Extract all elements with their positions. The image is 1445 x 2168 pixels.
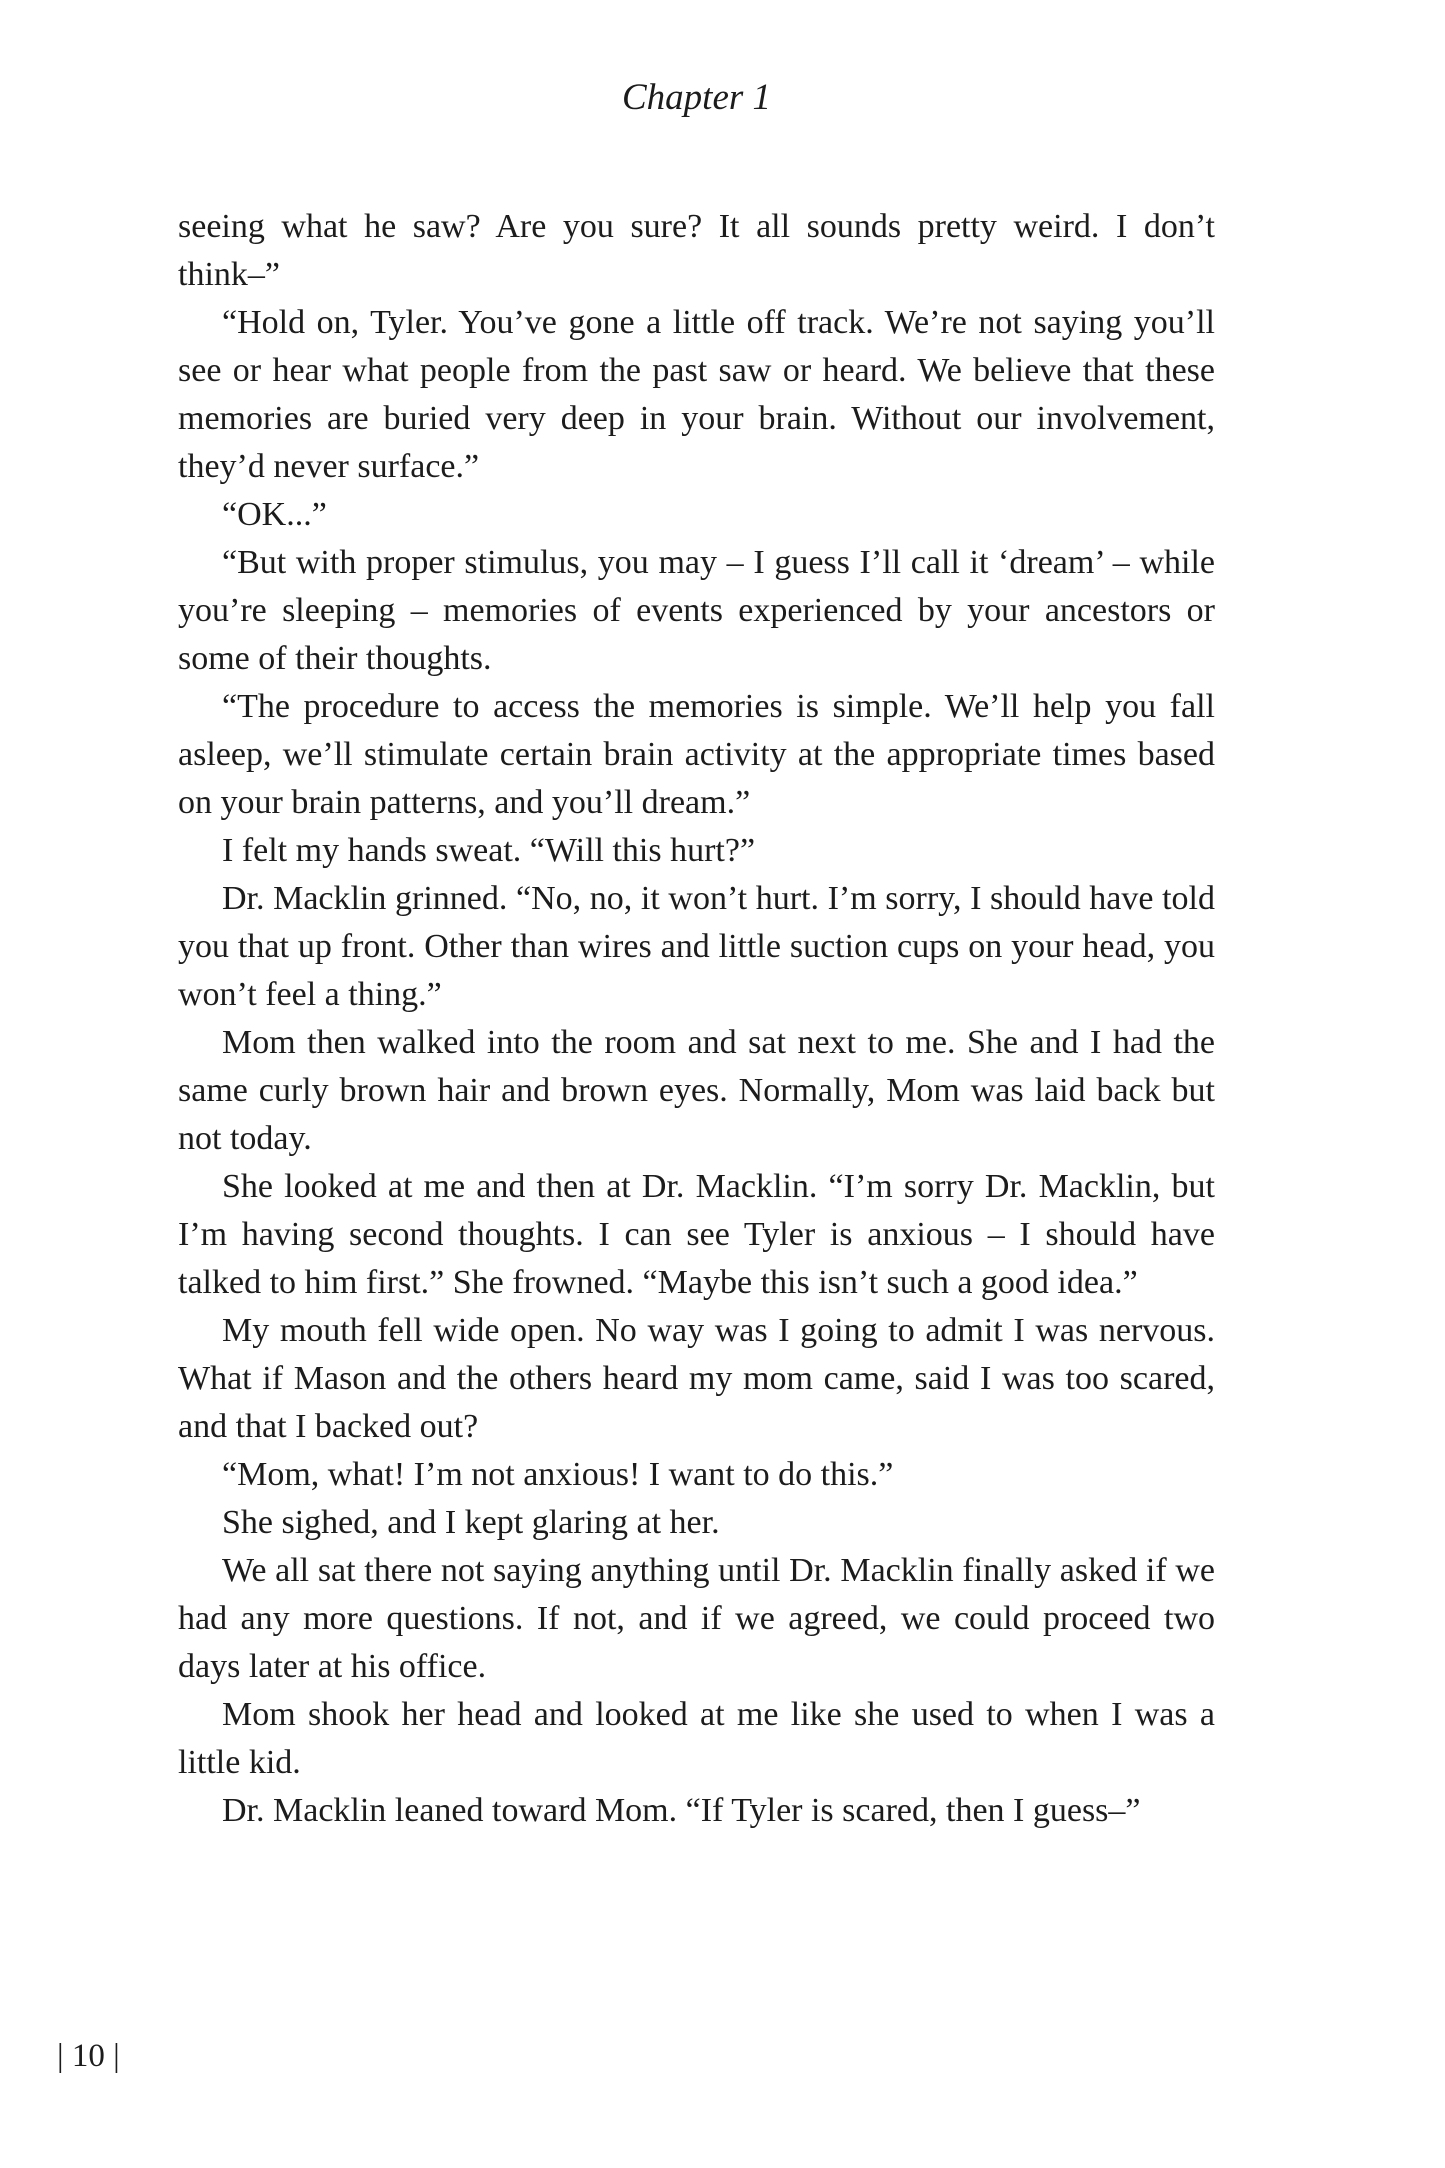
- paragraph: seeing what he saw? Are you sure? It all sounds pretty weird. I don’t think–”: [178, 208, 1215, 293]
- paragraph: My mouth fell wide open. No way was I going to admit I was nervous. What if Mason and the others heard my mom came, said I was too scared, and that I backed out?: [178, 1312, 1215, 1445]
- page-number: | 10 |: [57, 2038, 120, 2074]
- paragraph: “Hold on, Tyler. You’ve gone a little off track. We’re not saying you’ll see or hear what people from the past saw or heard. We believe that these memories are buried very deep in your brain. Without our involvement, they’d never surface.”: [178, 304, 1215, 485]
- paragraph: “OK...”: [222, 496, 327, 533]
- paragraph: I felt my hands sweat. “Will this hurt?”: [222, 832, 756, 869]
- paragraph: She sighed, and I kept glaring at her.: [222, 1504, 720, 1541]
- paragraph: “But with proper stimulus, you may – I guess I’ll call it ‘dream’ – while you’re sleeping – memories of events experienced by your ancestors or some of their thoughts.: [178, 544, 1215, 677]
- body-text-block: [178, 203, 1215, 1835]
- paragraph: She looked at me and then at Dr. Macklin. “I’m sorry Dr. Macklin, but I’m having second thoughts. I can see Tyler is anxious – I should have talked to him first.” She frowned. “Maybe this isn’t such a good idea.”: [178, 1168, 1215, 1301]
- chapter-heading: Chapter 1: [621, 77, 772, 118]
- paragraph: Dr. Macklin leaned toward Mom. “If Tyler is scared, then I guess–”: [222, 1792, 1141, 1829]
- paragraph: “The procedure to access the memories is simple. We’ll help you fall asleep, we’ll stimulate certain brain activity at the appropriate times based on your brain patterns, and you’ll dream.”: [178, 688, 1215, 821]
- paragraph: Mom then walked into the room and sat next to me. She and I had the same curly brown hair and brown eyes. Normally, Mom was laid back but not today.: [178, 1024, 1215, 1157]
- paragraph: Mom shook her head and looked at me like she used to when I was a little kid.: [178, 1696, 1215, 1781]
- paragraph: Dr. Macklin grinned. “No, no, it won’t hurt. I’m sorry, I should have told you that up front. Other than wires and little suction cups on your head, you won’t feel a thing.”: [178, 880, 1215, 1013]
- paragraph: “Mom, what! I’m not anxious! I want to do this.”: [222, 1456, 894, 1493]
- paragraph: We all sat there not saying anything until Dr. Macklin finally asked if we had any more questions. If not, and if we agreed, we could proceed two days later at his office.: [178, 1552, 1215, 1685]
